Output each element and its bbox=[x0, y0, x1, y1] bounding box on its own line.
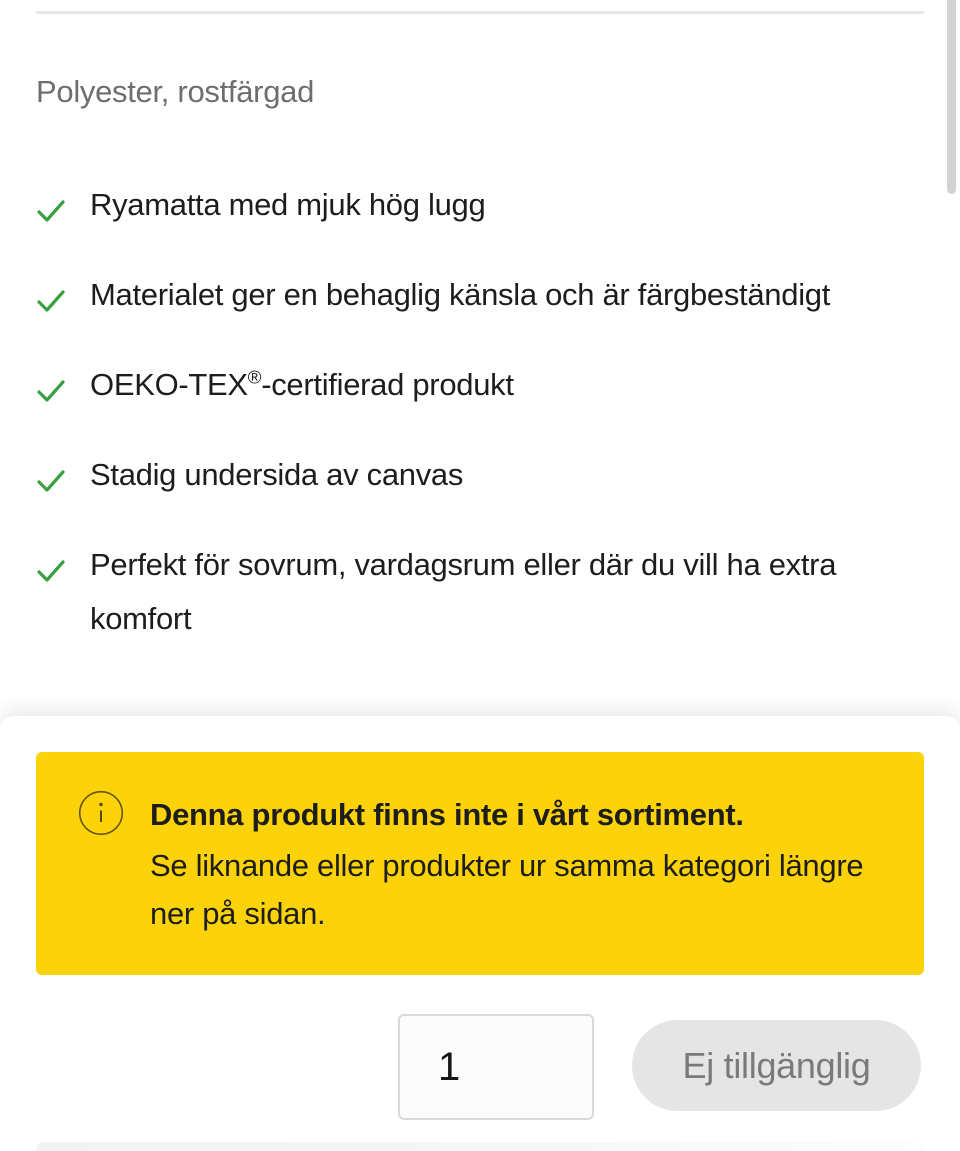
feature-list bbox=[36, 178, 926, 682]
check-icon bbox=[36, 459, 66, 489]
info-icon bbox=[78, 790, 124, 836]
feature-text: Ryamatta med mjuk hög lugg bbox=[90, 187, 486, 222]
feature-text: Stadig undersida av canvas bbox=[90, 457, 464, 492]
next-section-edge bbox=[36, 1142, 924, 1151]
check-icon bbox=[36, 549, 66, 579]
scrollbar-thumb[interactable] bbox=[947, 0, 956, 194]
feature-text: Materialet ger en behaglig känsla och är färgbeständigt bbox=[90, 277, 831, 312]
check-icon bbox=[36, 189, 66, 219]
feature-text: Perfekt för sovrum, vardagsrum eller där du vill ha extra komfort bbox=[90, 547, 837, 636]
product-variant-subtitle: Polyester, rostfärgad bbox=[36, 74, 315, 109]
unavailable-button[interactable]: Ej tillgänglig bbox=[632, 1020, 921, 1111]
quantity-input[interactable] bbox=[398, 1014, 594, 1120]
purchase-panel bbox=[0, 716, 960, 1151]
list-item bbox=[36, 448, 926, 502]
section-divider bbox=[36, 11, 924, 14]
list-item bbox=[36, 178, 926, 232]
notice-title: Denna produkt finns inte i vårt sortiment. bbox=[150, 797, 744, 832]
list-item bbox=[36, 538, 926, 646]
feature-text: OEKO-TEX®-certifierad produkt bbox=[90, 366, 514, 402]
list-item bbox=[36, 268, 926, 322]
availability-notice bbox=[36, 752, 924, 975]
list-item bbox=[36, 358, 926, 412]
check-icon bbox=[36, 369, 66, 399]
check-icon bbox=[36, 279, 66, 309]
notice-body: Se liknande eller produkter ur samma kategori längre ner på sidan. bbox=[150, 848, 864, 931]
notice-text bbox=[150, 792, 898, 938]
